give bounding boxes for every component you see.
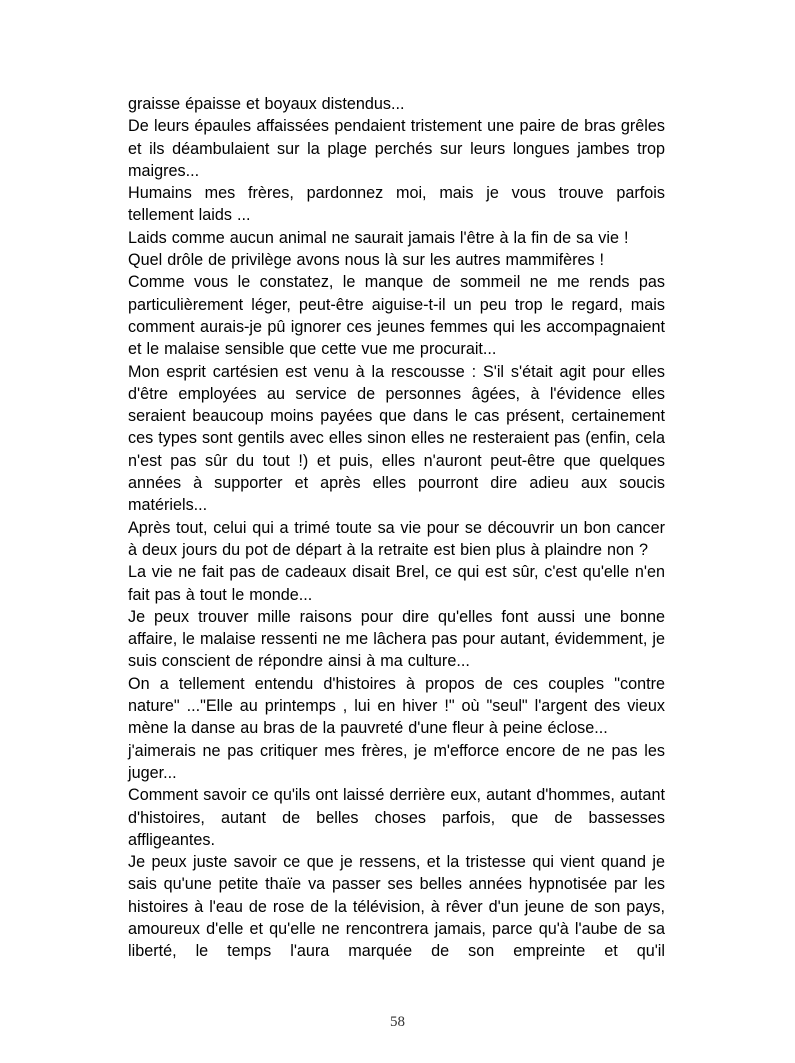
paragraph: Comme vous le constatez, le manque de sommeil ne me rends pas particulièrement léger, peut-être aiguise-t-il un peu trop le regard, mais comment aurais-je pû ignorer ces jeunes femmes qui les accompagnaient et le malaise sensible que cette vue me procurait... — [128, 273, 665, 359]
paragraph: Comment savoir ce qu'ils ont laissé derrière eux, autant d'hommes, autant d'histoires, autant de belles choses parfois, que de bassesses affligeantes. — [128, 786, 665, 849]
paragraph: Humains mes frères, pardonnez moi, mais je vous trouve parfois tellement laids ... — [128, 184, 665, 225]
paragraph: La vie ne fait pas de cadeaux disait Brel, ce qui est sûr, c'est qu'elle n'en fait pas à tout le monde... — [128, 563, 665, 604]
paragraph: De leurs épaules affaissées pendaient tristement une paire de bras grêles et ils déambulaient sur la plage perchés sur leurs longues jambes trop maigres... — [128, 117, 665, 180]
paragraph: Laids comme aucun animal ne saurait jamais l'être à la fin de sa vie ! — [128, 228, 629, 247]
paragraph: On a tellement entendu d'histoires à propos de ces couples "contre nature" ..."Elle au printemps , lui en hiver !" où "seul" l'argent des vieux mène la danse au bras de la pauvreté d'une fleur à peine éclose... — [128, 674, 665, 738]
paragraph: Je peux trouver mille raisons pour dire qu'elles font aussi une bonne affaire, le malaise ressenti ne me lâchera pas pour autant, évidemment, je suis conscient de répondre ainsi à ma culture... — [128, 607, 665, 671]
paragraph: Mon esprit cartésien est venu à la rescousse : S'il s'était agit pour elles d'être employées au service de personnes âgées, à l'évidence elles seraient beaucoup moins payées que dans le cas présent, certainement ces types sont gentils avec elles sinon elles ne resteraient pas (enfin, cela n'est pas sûr du tout !) et puis, elles n'auront peut-être que quelques années à supporter et après elles pourront dire adieu aux soucis matériels... — [128, 362, 665, 515]
paragraph: j'aimerais ne pas critiquer mes frères, je m'efforce encore de ne pas les juger... — [128, 741, 665, 782]
page-text — [128, 93, 665, 963]
page-number: 58 — [390, 1014, 405, 1030]
paragraph: Quel drôle de privilège avons nous là sur les autres mammifères ! — [128, 251, 605, 270]
paragraph: graisse épaisse et boyaux distendus... — [128, 95, 405, 113]
paragraph: Je peux juste savoir ce que je ressens, et la tristesse qui vient quand je sais qu'une petite thaïe va passer ses belles années hypnotisée par les histoires à l'eau de rose de la télévision, à rêver d'un jeune de son pays, amoureux d'elle et qu'elle ne rencontrera jamais, parce qu'à l'aube de sa liberté, le temps l'aura marquée de son empreinte et qu'il — [128, 853, 665, 961]
paragraph: Après tout, celui qui a trimé toute sa vie pour se découvrir un bon cancer à deux jours du pot de départ à la retraite est bien plus à plaindre non ? — [128, 518, 665, 559]
